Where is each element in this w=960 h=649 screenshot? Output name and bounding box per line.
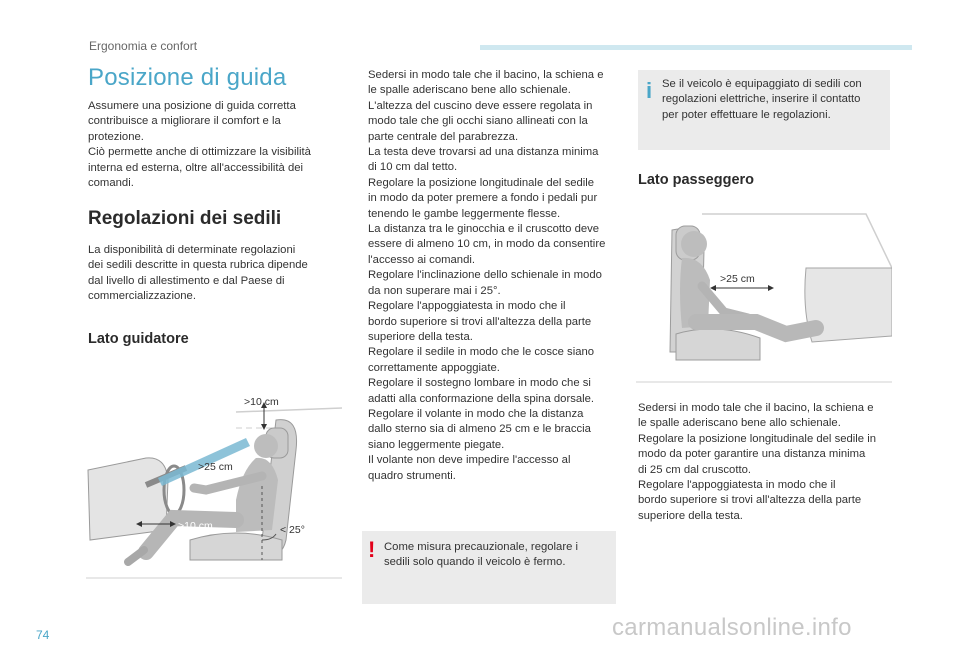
info-text: Se il veicolo è equipaggiato di sedili con regolazioni elettriche, inserire il contatto per poter effettuare le regolazioni. [662, 78, 862, 121]
header-accent-bar [480, 45, 912, 50]
driver-heading: Lato guidatore [88, 331, 189, 347]
seats-text: La disponibilità di determinate regolazioni dei sedili descritte in questa rubrica dipende dal livello di allestimento e dal Paese di commercializzazione. [88, 244, 308, 303]
section-header: Ergonomia e confort [89, 39, 198, 53]
page-title: Posizione di guida [88, 64, 287, 91]
recline-angle-label: < 25° [280, 524, 305, 536]
head-clearance-label: >10 cm [244, 396, 279, 408]
warning-box [362, 531, 616, 604]
intro-text: Assumere una posizione di guida corretta contribuisce a migliorare il comfort e la protezione. Ciò permette anche di ottimizzare la visibilità interna ed esterna, oltre all'accessibilità dei comandi. [88, 100, 311, 190]
passenger-instructions: Sedersi in modo tale che il bacino, la schiena e le spalle aderiscano bene allo schienale. Regolare la posizione longitudinale del sedile in modo da poter garantire una distanza minima di 25 cm dal cruscotto. Regolare l'appoggiatesta in modo che il bordo superiore si trovi all'altezza della parte superiore della testa. [638, 402, 877, 522]
passenger-heading: Lato passeggero [638, 172, 755, 188]
wheel-distance-label: >25 cm [198, 461, 233, 473]
dashboard-distance-label: >25 cm [720, 273, 755, 285]
driver-seat-illustration [86, 390, 342, 580]
warning-icon: ! [368, 537, 376, 562]
knee-distance-label: >10 cm [178, 520, 213, 532]
warning-text: Come misura precauzionale, regolare i sedili solo quando il veicolo è fermo. [384, 541, 579, 569]
driver-instructions: Sedersi in modo tale che il bacino, la schiena e le spalle aderiscano bene allo schienale. L'altezza del cuscino deve essere regolata in modo tale che gli occhi siano allineati con la parte centrale del parabrezza. La testa deve trovarsi ad una distanza minima di 10 cm dal tetto. Regolare la posizione longitudinale del sedile in modo da poter premere a fondo i pedali pur tenendo le gambe leggermente flesse. La distanza tra le ginocchia e il cruscotto deve essere di almeno 10 cm, in modo da consentire l'accesso ai comandi. Regolare l'inclinazione dello schienale in modo da non superare mai i 25°. Regolare l'appoggiatesta in modo che il bordo superiore si trovi all'altezza della parte superiore della testa. Regolare il sedile in modo che le cosce siano correttamente appoggiate. Regolare il sostegno lombare in modo che si adatti alla conformazione della spina dorsale. Regolare il volante in modo che la distanza dallo sterno sia di almeno 25 cm e le braccia siano leggermente piegate. Il volante non deve impedire l'accesso al quadro strumenti. [368, 69, 606, 482]
passenger-seat-illustration [636, 210, 892, 384]
page-number: 74 [36, 628, 50, 642]
watermark: carmanualsonline.info [612, 614, 852, 641]
seats-heading: Regolazioni dei sedili [88, 208, 282, 229]
info-icon: i [646, 78, 653, 103]
info-box [638, 70, 890, 150]
